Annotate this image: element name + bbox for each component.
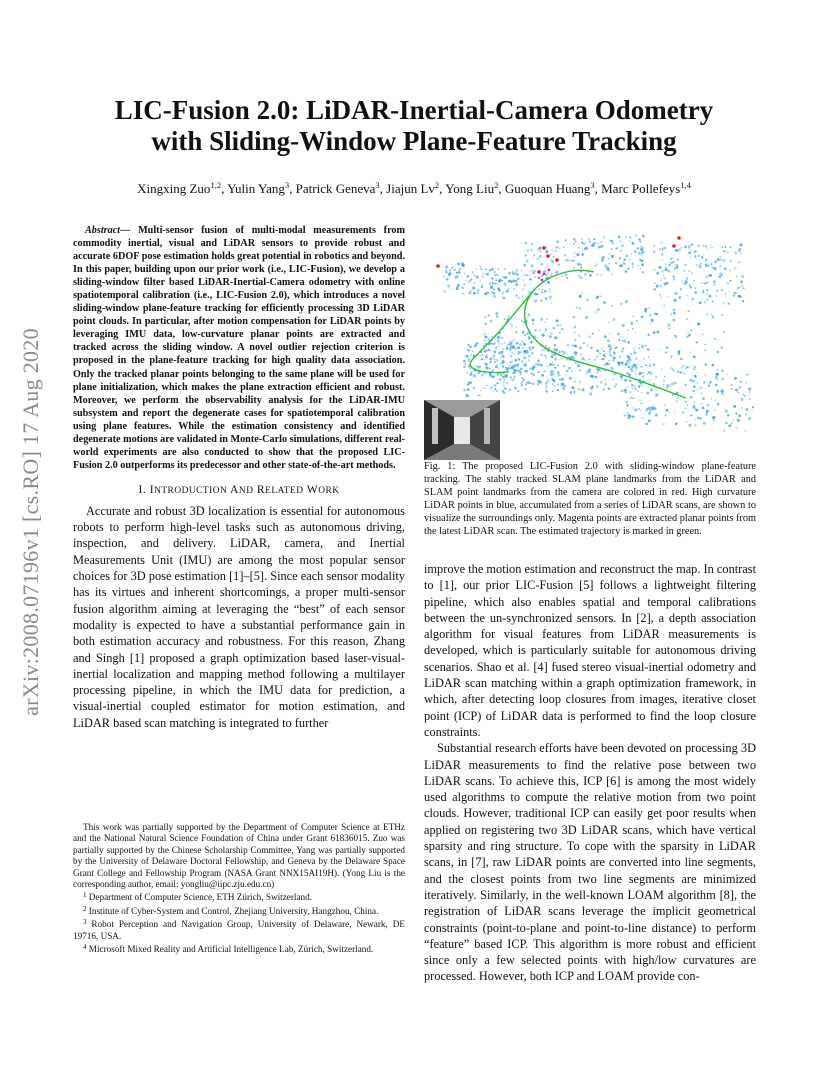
right-paragraph-1: improve the motion estimation and reconstruct the map. In contrast to [1], our prior LIC-Fusion [5] follows a lightweight filtering pipeline, which also enables spatial and temporal calibrations between the un-synchronized sensors. In [2], a depth association algorithm for visual features from LiDAR measurements is developed, which is particularly suitable for autonomous driving scenarios. Shao et al. [4] fused stereo visual-inertial odometry and LiDAR scan matching within a graph optimization framework, in which, after detecting loop closures from images, iterative closet point (ICP) of LiDAR data is performed to find the loop closure constraints. xyxy=(424,562,756,739)
abstract-text: — Multi-sensor fusion of multi-modal measurements from commodity inertial, visual and LiDAR sensors to provide robust and accurate 6DOF pose estimation holds great potential in robotics and beyond. In this paper, building upon our prior work (i.e., LIC-Fusion), we develop a sliding-window filter based LiDAR-Inertial-Camera odometry with online spatiotemporal calibration (i.e., LIC-Fusion 2.0), which introduces a novel sliding-window plane-feature tracking for efficiently processing 3D LiDAR point clouds. In particular, after motion compensation for LiDAR points by leveraging IMU data, low-curvature planar points are extracted and tracked across the sliding window. A novel outlier rejection criterion is proposed in the plane-feature tracking for high quality data association. Only the tracked planar points belonging to the same plane will be used for plane initialization, which makes the plane extraction efficient and robust. Moreover, we perform the observability analysis for the LiDAR-IMU subsystem and report the degenerate cases for spatiotemporal calibration using plane features. While the estimation consistency and identified degenerate motions are validated in Monte-Carlo simulations, different real-world experiments are also conducted to show that the proposed LIC-Fusion 2.0 outperforms its predecessor and other state-of-the-art methods. xyxy=(73,225,405,471)
figure-1 xyxy=(424,222,756,460)
footnote: $^1$ Department of Computer Science, ETH Zürich, Switzerland. xyxy=(83,891,313,903)
lidar-map-figure xyxy=(424,222,756,460)
intro-paragraph: Accurate and robust 3D localization is essential for autonomous robots to perform high-level tasks such as autonomous driving, inspection, and delivery. LiDAR, camera, and Inertial Measurements Unit (IMU) are among the most popular sensor choices for 3D pose estimation [1]–[5]. Since each sensor modality has its virtues and inherent shortcomings, a proper multi-sensor fusion algorithm aiming at leveraging the “best” of each sensor modality is expected to have a substantial performance gain in both estimation accuracy and robustness. For this reason, Zhang and Singh [1] proposed a graph optimization based laser-visual-inertial localization and mapping method following a multilayer processing pipeline, in which the IMU data for prediction, a visual-inertial coupled estimator for motion estimation, and LiDAR based scan matching is integrated to further xyxy=(73,503,405,730)
footnote: This work was partially supported by the Department of Computer Science at ETHz and the National Natural Science Foundation of China under Grant 61836015. Zuo was partially supported by the Chinese Scholarship Committee, Yang was partially supported by the University of Delaware Doctoral Fellowship, and Geneva by the Delaware Space Grant College and Fellowship Program (NASA Grant NNX15AI19H). (Yong Liu is the corresponding author, email: yongliu@iipc.zju.edu.cn) xyxy=(73,822,405,890)
author-affiliation: 1,4 xyxy=(680,180,691,190)
author-affiliation: 1,2 xyxy=(210,180,222,190)
figure-caption: Fig. 1: The proposed LIC-Fusion 2.0 with sliding-window plane-feature tracking. The stably tracked SLAM plane landmarks from the LiDAR and SLAM point landmarks from the camera are colored in red. High curvature LiDAR points in blue, accumulated from a series of LiDAR scans, are shown to visualize the surroundings only. Magenta points are extracted planar points from the latest LiDAR scan. The estimated trajectory is marked in green. xyxy=(424,461,756,538)
footnote: $^4$ Microsoft Mixed Reality and Artificial Intelligence Lab, Zürich, Switzerland. xyxy=(83,943,374,955)
author-affiliation: 2 xyxy=(434,180,440,190)
abstract-label: Abstract xyxy=(85,225,121,236)
author-name: Marc Pollefeys xyxy=(601,181,681,196)
right-column-text xyxy=(424,561,756,985)
section-title: INTRODUCTION AND RELATED WORK xyxy=(149,482,340,496)
author-name: Guoquan Huang xyxy=(504,181,591,196)
author-name: Patrick Geneva xyxy=(295,181,376,196)
author-name: Jiajun Lv xyxy=(386,181,435,196)
right-paragraph-2: Substantial research efforts have been devoted on processing 3D LiDAR measurements to find the relative pose between two LiDAR scans. To achieve this, ICP [6] is among the most widely used algorithms to compute the relative motion from two point clouds. However, traditional ICP can easily get poor results when applied on registering two 3D LiDAR scans, which have vertical sparsity and ring structure. To cope with the sparsity in LiDAR scans, in [7], raw LiDAR points are converted into line segments, and the closest points from two line segments are minimized iteratively. Similarly, in the well-known LOAM algorithm [8], the registration of LiDAR scans leverage the implicit geometrical constraints (point-to-plane and point-to-line distance) to perform “feature” based ICP. This algorithm is more robust and efficient since only a few selected points with high/low curvatures are processed. However, both ICP and LOAM provide con- xyxy=(424,741,756,984)
footnote: $^2$ Institute of Cyber-System and Control, Zhejiang University, Hangzhou, China. xyxy=(83,904,379,916)
author-name: Xingxing Zuo xyxy=(137,181,211,196)
title-line-2: with Sliding-Window Plane-Feature Tracking xyxy=(151,126,677,156)
left-column xyxy=(73,224,405,731)
abstract xyxy=(73,224,405,472)
author-name: Yulin Yang xyxy=(227,181,285,196)
camera-image-inset xyxy=(424,400,500,460)
author-name: Yong Liu xyxy=(445,181,495,196)
title-line-1: LIC-Fusion 2.0: LiDAR-Inertial-Camera Odometry xyxy=(114,95,714,125)
author-affiliation: 3 xyxy=(284,180,290,190)
footnote: $^3$ Robot Perception and Navigation Group, University of Delaware, Newark, DE 19716, USA. xyxy=(73,918,405,941)
author-list: Xingxing Zuo$^{1,2}$, Yulin Yang$^3$, Patrick Geneva$^3$, Jiajun Lv$^2$, Yong Liu$^2$, Guoquan Huang$^3$, Marc Pollefeys$^{1,4}$ xyxy=(137,180,691,196)
paper-title xyxy=(60,95,768,157)
author-affiliation: 3 xyxy=(375,180,380,190)
footnotes xyxy=(73,822,405,955)
arxiv-identifier: arXiv:2008.07196v1 [cs.RO] 17 Aug 2020 xyxy=(18,328,43,716)
author-affiliation: 2 xyxy=(494,180,499,190)
section-heading: I. INTRODUCTION AND RELATED WORK xyxy=(138,482,340,496)
author-affiliation: 3 xyxy=(590,180,595,190)
